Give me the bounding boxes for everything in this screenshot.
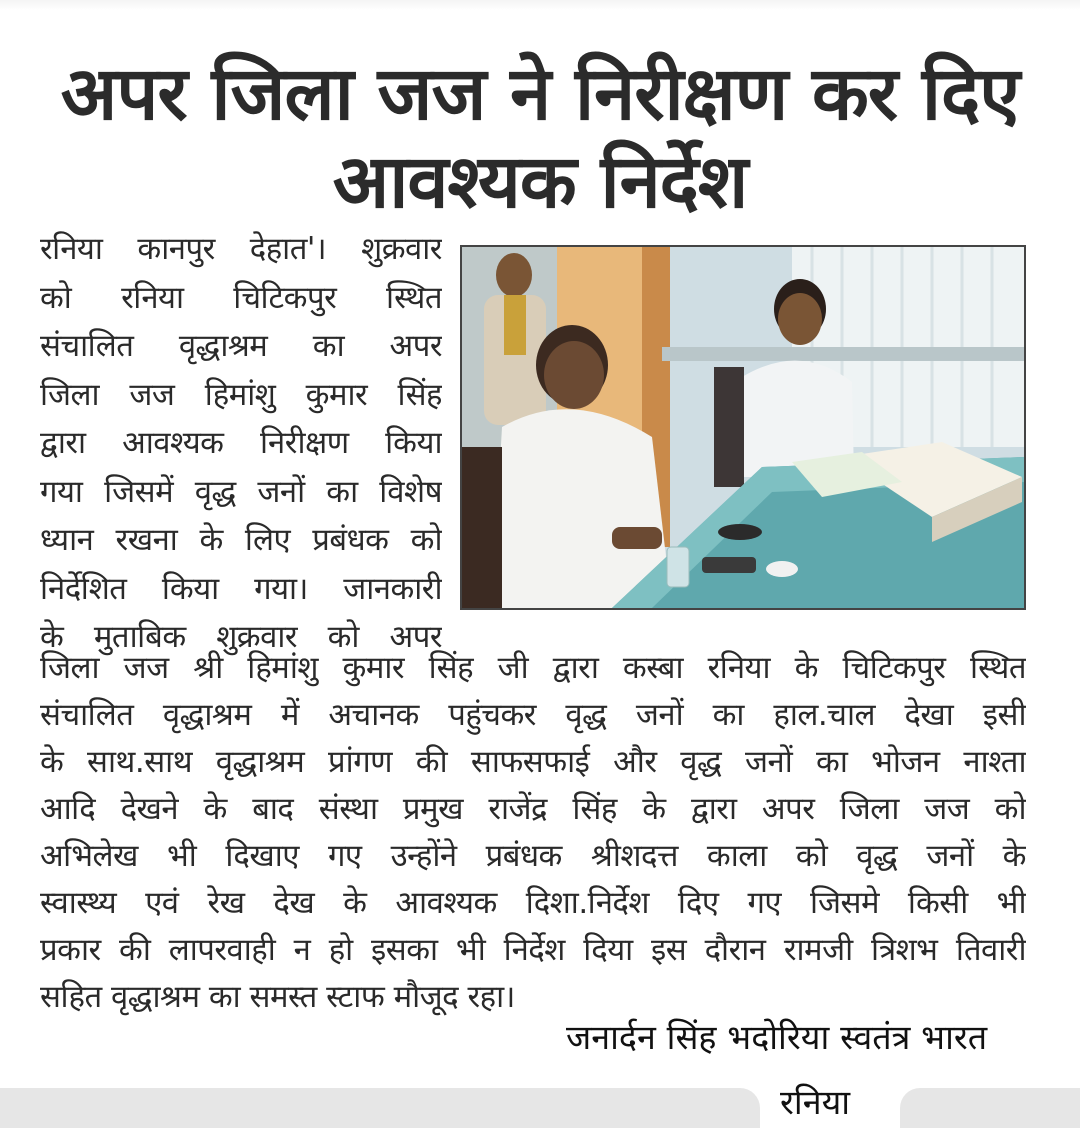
lead-line: संचालित वृद्धाश्रम का अपर: [40, 328, 442, 364]
top-edge: [0, 0, 1080, 10]
body-line: सहित वृद्धाश्रम का समस्त स्टाफ मौजूद रहा।: [40, 979, 515, 1015]
news-photo: [460, 245, 1026, 610]
headline: [0, 50, 1080, 226]
body-line: आदि देखने के बाद संस्था प्रमुख राजेंद्र सिंह के द्वारा अपर जिला जज को: [40, 791, 1026, 827]
body-line: जिला जज श्री हिमांशु कुमार सिंह जी द्वारा कस्बा रनिया के चिटिकपुर स्थित: [40, 650, 1026, 686]
bottom-bar-left: [0, 1088, 760, 1128]
lead-line: निर्देशित किया गया। जानकारी: [40, 570, 442, 607]
lead-line: ध्यान रखना के लिए प्रबंधक को: [40, 522, 442, 558]
lead-line: गया जिसमें वृद्ध जनों का विशेष: [40, 473, 442, 510]
inspection-photo-illustration: [462, 247, 1024, 608]
headline-line-1: अपर जिला जज ने निरीक्षण कर दिए: [60, 51, 1020, 137]
body-line: संचालित वृद्धाश्रम में अचानक पहुंचकर वृद्ध जनों का हाल.चाल देखा इसी: [40, 697, 1026, 733]
bottom-bar-right: [900, 1088, 1080, 1128]
body-line: अभिलेख भी दिखाए गए उन्होंने प्रबंधक श्रीशदत्त काला को वृद्ध जनों के: [40, 838, 1026, 874]
lead-line: रनिया कानपुर देहात'। शुक्रवार: [40, 231, 442, 267]
lead-column: [40, 225, 442, 662]
body-line: के साथ.साथ वृद्धाश्रम प्रांगण की साफसफाई और वृद्ध जनों का भोजन नाश्ता: [40, 744, 1026, 780]
headline-line-2: आवश्यक निर्देश: [332, 139, 748, 225]
lead-line: को रनिया चिटिकपुर स्थित: [40, 279, 442, 316]
article-body: [40, 645, 1026, 1021]
reporter-byline: जनार्दन सिंह भदोरिया स्वतंत्र भारत: [566, 1018, 988, 1058]
lead-line: जिला जज हिमांशु कुमार सिंह: [40, 376, 442, 413]
body-line: स्वास्थ्य एवं रेख देख के आवश्यक दिशा.निर्देश दिए गए जिसमे किसी भी: [40, 885, 1026, 921]
lead-line: के मुताबिक शुक्रवार को अपर: [40, 619, 442, 655]
place-name: रनिया: [780, 1083, 851, 1123]
body-line: प्रकार की लापरवाही न हो इसका भी निर्देश दिया इस दौरान रामजी त्रिशभ तिवारी: [40, 932, 1026, 968]
lead-line: द्वारा आवश्यक निरीक्षण किया: [40, 425, 442, 461]
